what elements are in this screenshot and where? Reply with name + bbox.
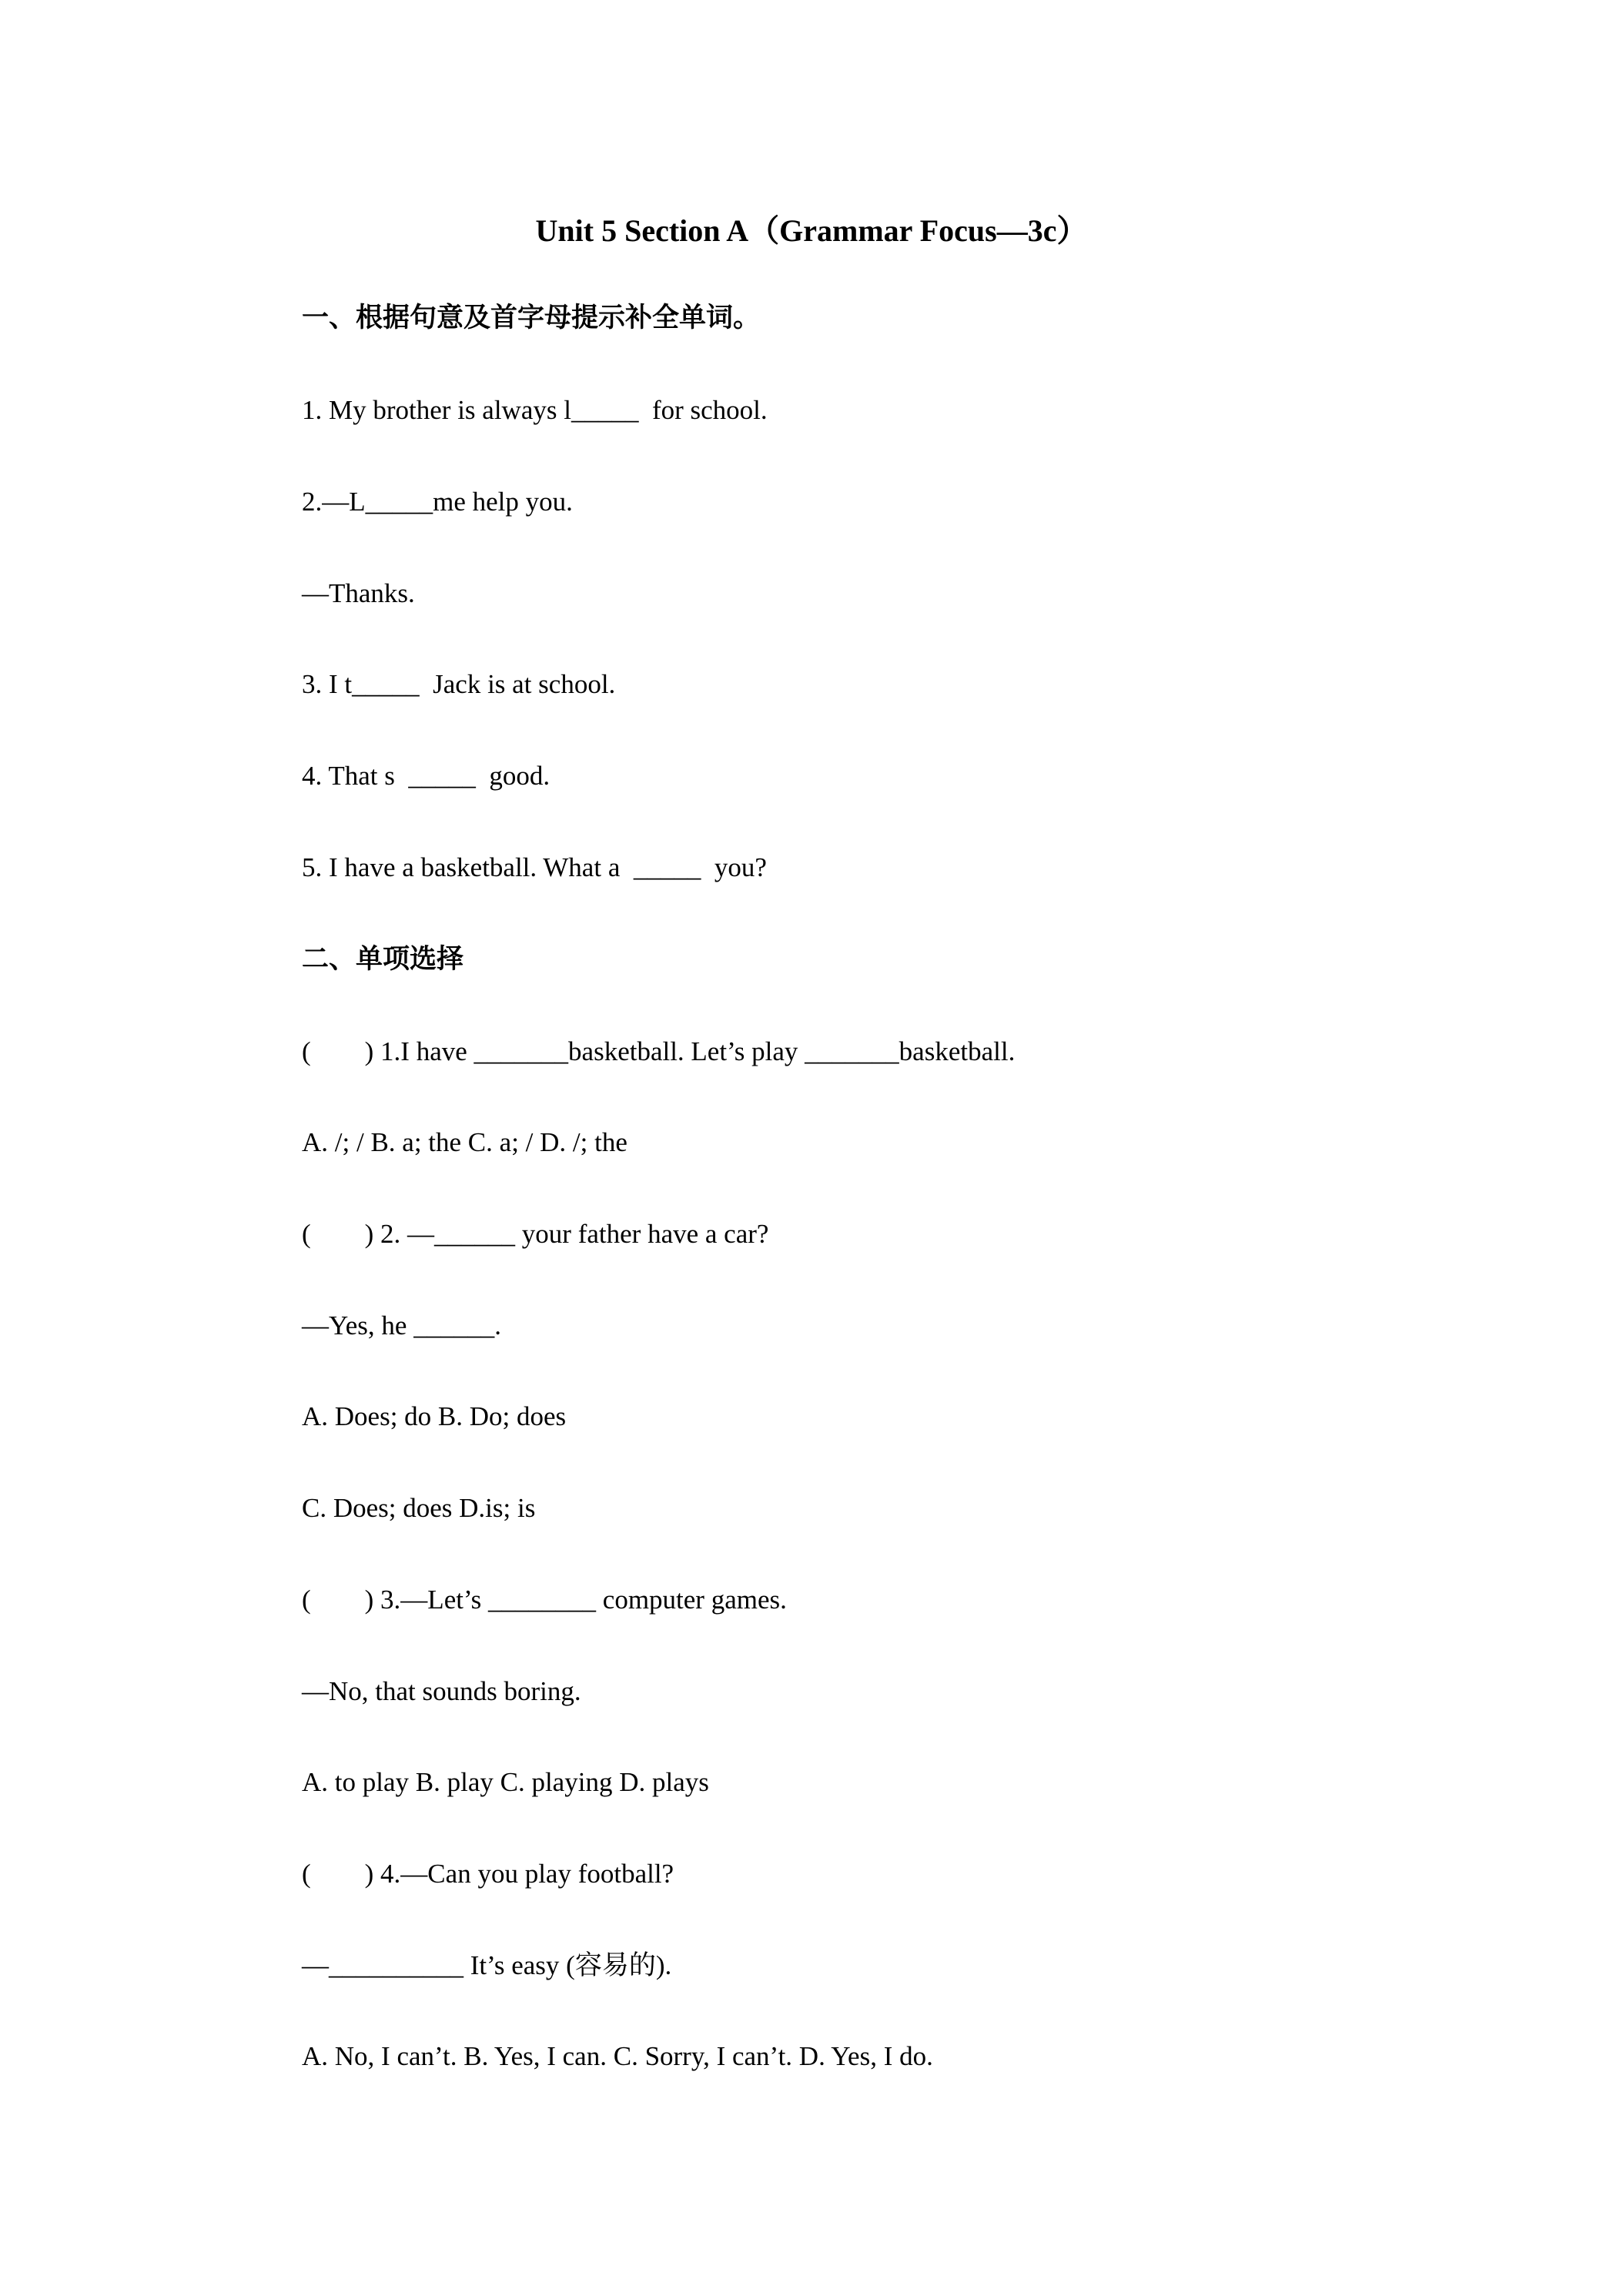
choice-question-2: ( ) 2. —______ your father have a car?: [302, 1219, 769, 1249]
fill-in-item-2-reply: —Thanks.: [302, 578, 415, 608]
fill-in-item-1: 1. My brother is always l_____ for school.: [302, 395, 768, 425]
choice-options-3: A. to play B. play C. playing D. plays: [302, 1767, 709, 1797]
section-2-heading: 二、单项选择: [302, 944, 464, 975]
choice-options-1: A. /; / B. a; the C. a; / D. /; the: [302, 1127, 627, 1157]
choice-question-3-reply: —No, that sounds boring.: [302, 1676, 581, 1706]
choice-question-1: ( ) 1.I have _______basketball. Let’s play _______basketball.: [302, 1036, 1016, 1066]
choice-options-4: A. No, I can’t. B. Yes, I can. C. Sorry, I can’t. D. Yes, I do.: [302, 2041, 933, 2071]
page-title: Unit 5 Section A（Grammar Focus—3c）: [535, 213, 1088, 248]
choice-options-2b: C. Does; does D.is; is: [302, 1493, 536, 1523]
fill-in-item-2: 2.—L_____me help you.: [302, 487, 573, 517]
fill-in-item-5: 5. I have a basketball. What a _____ you?: [302, 852, 767, 882]
choice-question-4: ( ) 4.—Can you play football?: [302, 1859, 674, 1889]
section-1-heading: 一、根据句意及首字母提示补全单词。: [302, 303, 761, 333]
choice-question-3: ( ) 3.—Let’s ________ computer games.: [302, 1585, 787, 1615]
choice-question-4-reply: —__________ It’s easy (容易的).: [302, 1950, 672, 1980]
choice-options-2a: A. Does; do B. Do; does: [302, 1401, 567, 1431]
fill-in-item-3: 3. I t_____ Jack is at school.: [302, 669, 616, 699]
fill-in-item-4: 4. That s _____ good.: [302, 761, 550, 791]
choice-question-2-reply: —Yes, he ______.: [302, 1310, 501, 1340]
